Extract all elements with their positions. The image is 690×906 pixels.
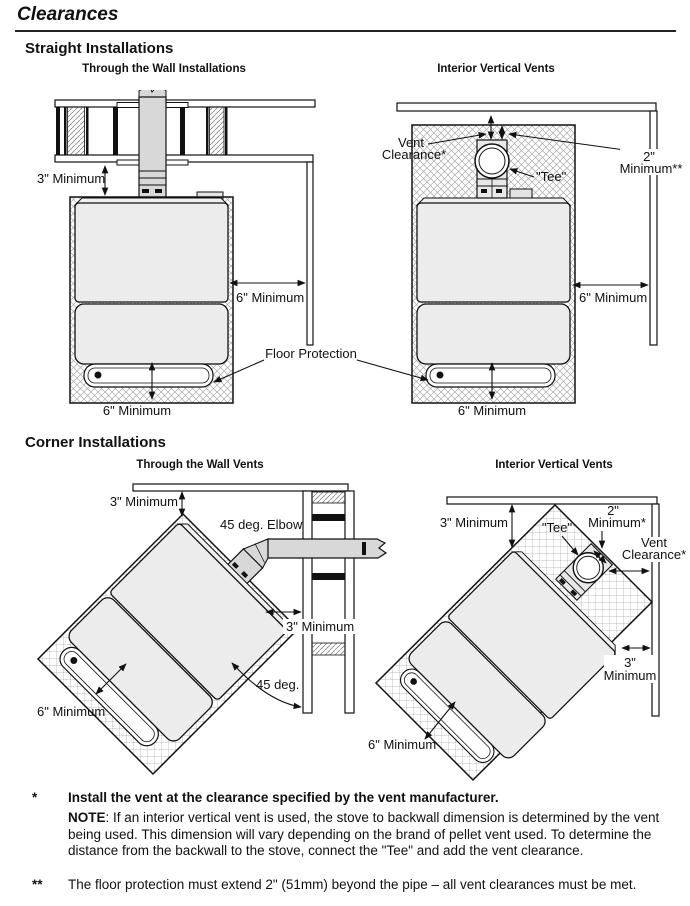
footnote-star-text: Install the vent at the clearance specified by the vent manufacturer. [68,790,499,805]
corner-wall-top-clearance-label: 3" Minimum [109,494,178,509]
footnote-note-text: : If an interior vertical vent is used, the stove to backwall dimension is determined by the vent being used. This dimension will vary depending on the brand of pellet vent used. To determine the distance from the backwall to the stove, connect the "Tee" and add the vent clearance. [68,810,660,858]
title-rule [15,30,676,32]
caption-interior-vertical-vents-straight: Interior Vertical Vents [437,63,555,75]
caption-through-wall-installations: Through the Wall Installations [82,63,246,75]
footnote-doublestar [30,877,670,894]
stove-top-view [75,198,228,387]
caption-interior-vertical-vents-corner: Interior Vertical Vents [495,459,613,471]
straight-wall-side-clearance-label: 6" Minimum [236,290,305,305]
footnote-star [30,790,670,807]
two-minimum-label-line2: Minimum** [619,161,683,176]
footnote-note-label: NOTE [68,810,106,825]
straight-wall-top-clearance-label: 3" Minimum [37,171,106,186]
corner-installations-figure [0,480,690,785]
straight-vertical-bottom-clearance-label: 6" Minimum [457,403,527,418]
caption-through-wall-vents: Through the Wall Vents [136,459,264,471]
corner-installations-heading: Corner Installations [25,434,166,451]
stove-top-view [417,198,570,387]
corner-two-minimum-label-line1: 2" [607,503,619,518]
vent-clearance-label-line1: Vent [397,135,425,150]
tee-label: "Tee" [536,169,567,184]
corner-angle-label: 45 deg. [256,677,300,692]
corner-side-clearance-label-line2: Minimum [603,668,657,683]
corner-vertical-pad-clearance-label: 6" Minimum [368,737,437,752]
corner-vent-clearance-label-line1: Vent [640,535,668,550]
straight-wall-bottom-clearance-label: 6" Minimum [102,403,172,418]
floor-protection-callout [214,346,428,382]
footnote-doublestar-symbol: ** [32,877,43,892]
footnote-note [30,810,670,860]
corner-tee-label: "Tee" [541,520,573,535]
corner-vertical-top-clearance-label: 3" Minimum [439,515,508,530]
elbow-label: 45 deg. Elbow [220,517,303,532]
straight-installations-figure [0,90,690,425]
corner-wall-side-clearance-label: 3" Minimum [286,619,355,634]
corner-side-clearance-label-line1: 3" [624,655,636,670]
floor-protection-label: Floor Protection [265,346,357,361]
corner-horizontal-pipe [268,539,386,558]
footnote-star-symbol: * [32,790,38,805]
straight-installations-heading: Straight Installations [25,40,174,57]
vent-clearance-label-line2: Clearance* [381,147,447,162]
footnote-doublestar-text: The floor protection must extend 2" (51mm) beyond the pipe – all vent clearances must be met. [68,877,637,892]
two-minimum-label-line1: 2" [643,149,655,164]
corner-wall-pad-clearance-label: 6" Minimum [37,704,106,719]
corner-vent-clearance-label-line2: Clearance* [621,547,687,562]
page-title: Clearances [17,4,119,25]
corner-two-minimum-label-line2: Minimum* [588,515,646,530]
straight-vertical-side-clearance-label: 6" Minimum [579,290,648,305]
